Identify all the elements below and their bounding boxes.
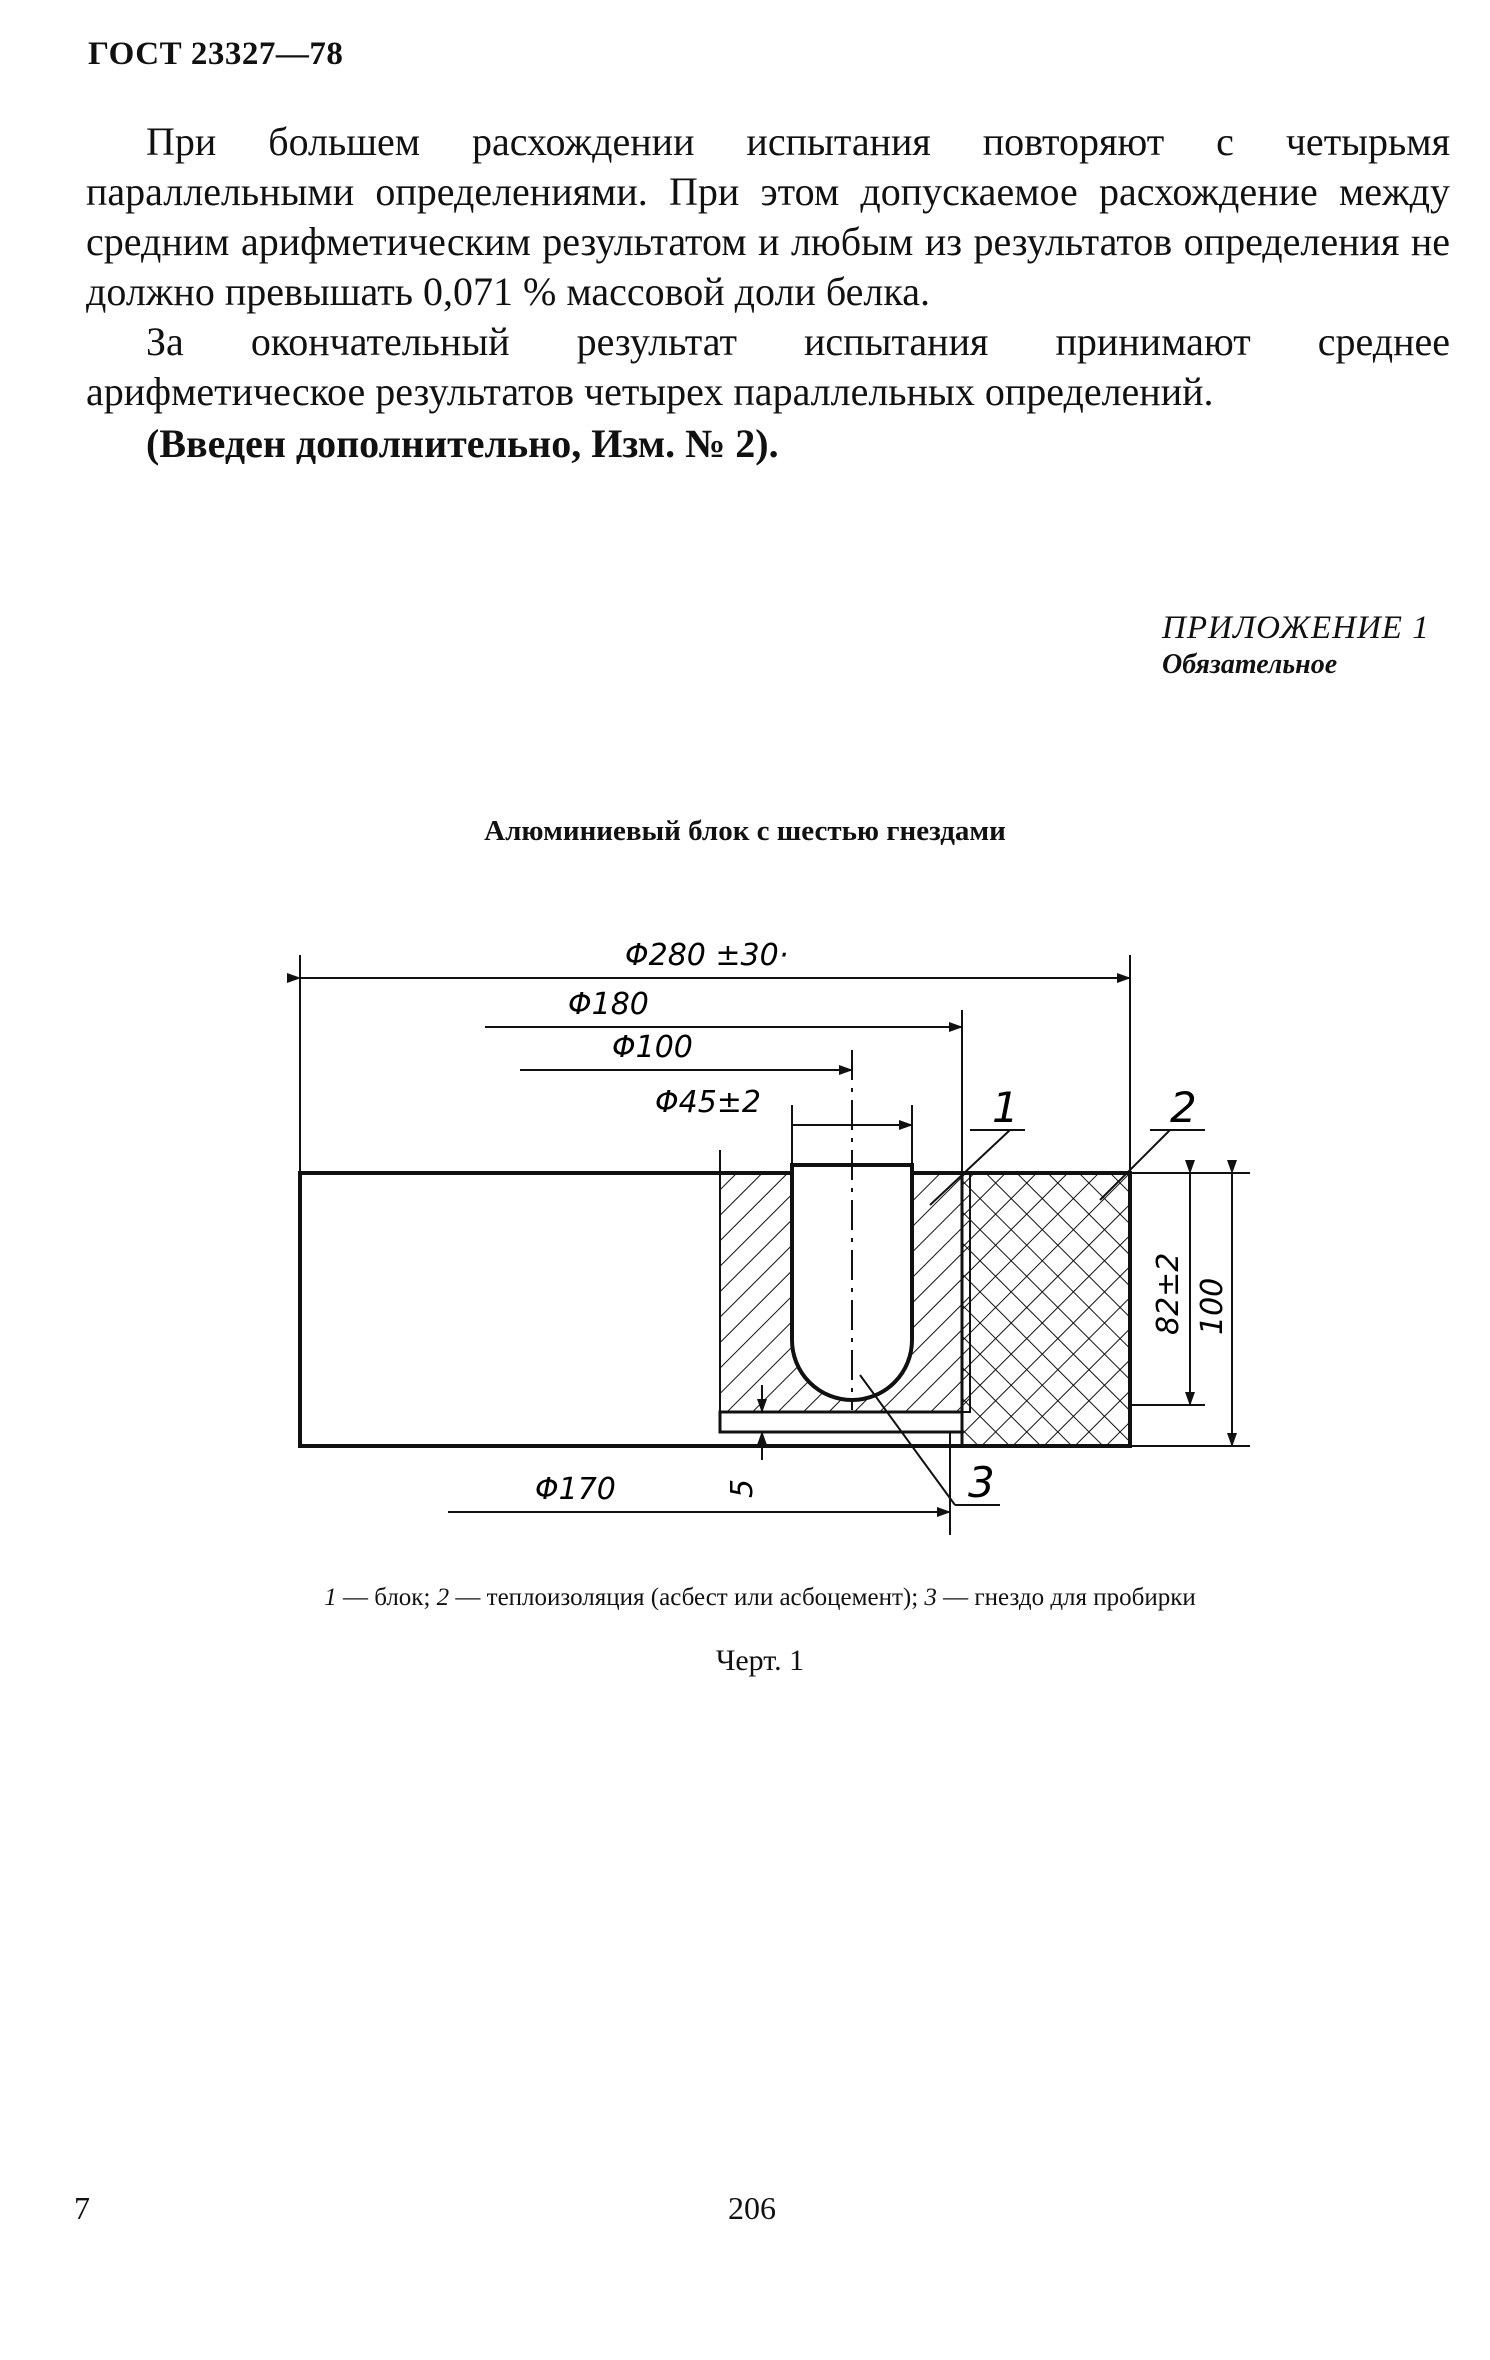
dim-text-100v: 100 bbox=[1195, 1277, 1230, 1335]
dim-text-170: Φ170 bbox=[535, 1472, 616, 1507]
appendix-subtitle: Обязательное bbox=[1162, 649, 1338, 680]
caption-num-3: 3 bbox=[924, 1584, 937, 1611]
figure-label: Черт. 1 bbox=[715, 1644, 805, 1677]
caption-text-1: — блок; bbox=[336, 1584, 437, 1611]
dim-text-5: 5 bbox=[725, 1478, 760, 1498]
dim-text-45: Φ45±2 bbox=[655, 1085, 762, 1120]
caption-text-3: — гнездо для пробирки bbox=[936, 1584, 1196, 1611]
dim-text-100: Φ100 bbox=[612, 1030, 693, 1065]
caption-text-2: — теплоизоляция (асбест или асбоцемент); bbox=[449, 1584, 925, 1611]
callout-2: 2 bbox=[1170, 1083, 1197, 1132]
figure-title: Алюминиевый блок с шестью гнездами bbox=[484, 815, 1006, 847]
dim-text-280: Φ280 ±30· bbox=[625, 938, 789, 973]
insulation-section bbox=[962, 1173, 1130, 1446]
page-number-left: 7 bbox=[74, 2190, 90, 2226]
appendix-title: ПРИЛОЖЕНИЕ 1 bbox=[1162, 610, 1430, 646]
callout-3: 3 bbox=[968, 1458, 995, 1507]
figure-caption bbox=[0, 1584, 1490, 1612]
caption-num-2: 2 bbox=[436, 1584, 450, 1611]
dim-text-180: Φ180 bbox=[568, 987, 649, 1022]
paragraph-2: За окончательный результат испытания принимают среднее арифметическое результатов четырех параллельных определений. bbox=[86, 319, 1450, 414]
callout-1: 1 bbox=[992, 1083, 1019, 1132]
document-header: ГОСТ 23327—78 bbox=[88, 36, 344, 72]
bottom-plate bbox=[720, 1412, 962, 1432]
paragraph-1: При большем расхождении испытания повторяют с четырьмя параллельными определениями. При этом допускаемое расхождение между средним арифметическим результатом и любым из результатов определения не должно превышать 0,071 % массовой доли белка. bbox=[86, 119, 1450, 314]
amendment-note: (Введен дополнительно, Изм. № 2). bbox=[146, 421, 779, 466]
dim-text-82: 82±2 bbox=[1151, 1252, 1186, 1335]
page-number: 206 bbox=[728, 2190, 776, 2226]
callout-leader-2 bbox=[1100, 1130, 1170, 1200]
caption-num-1: 1 bbox=[324, 1584, 337, 1611]
